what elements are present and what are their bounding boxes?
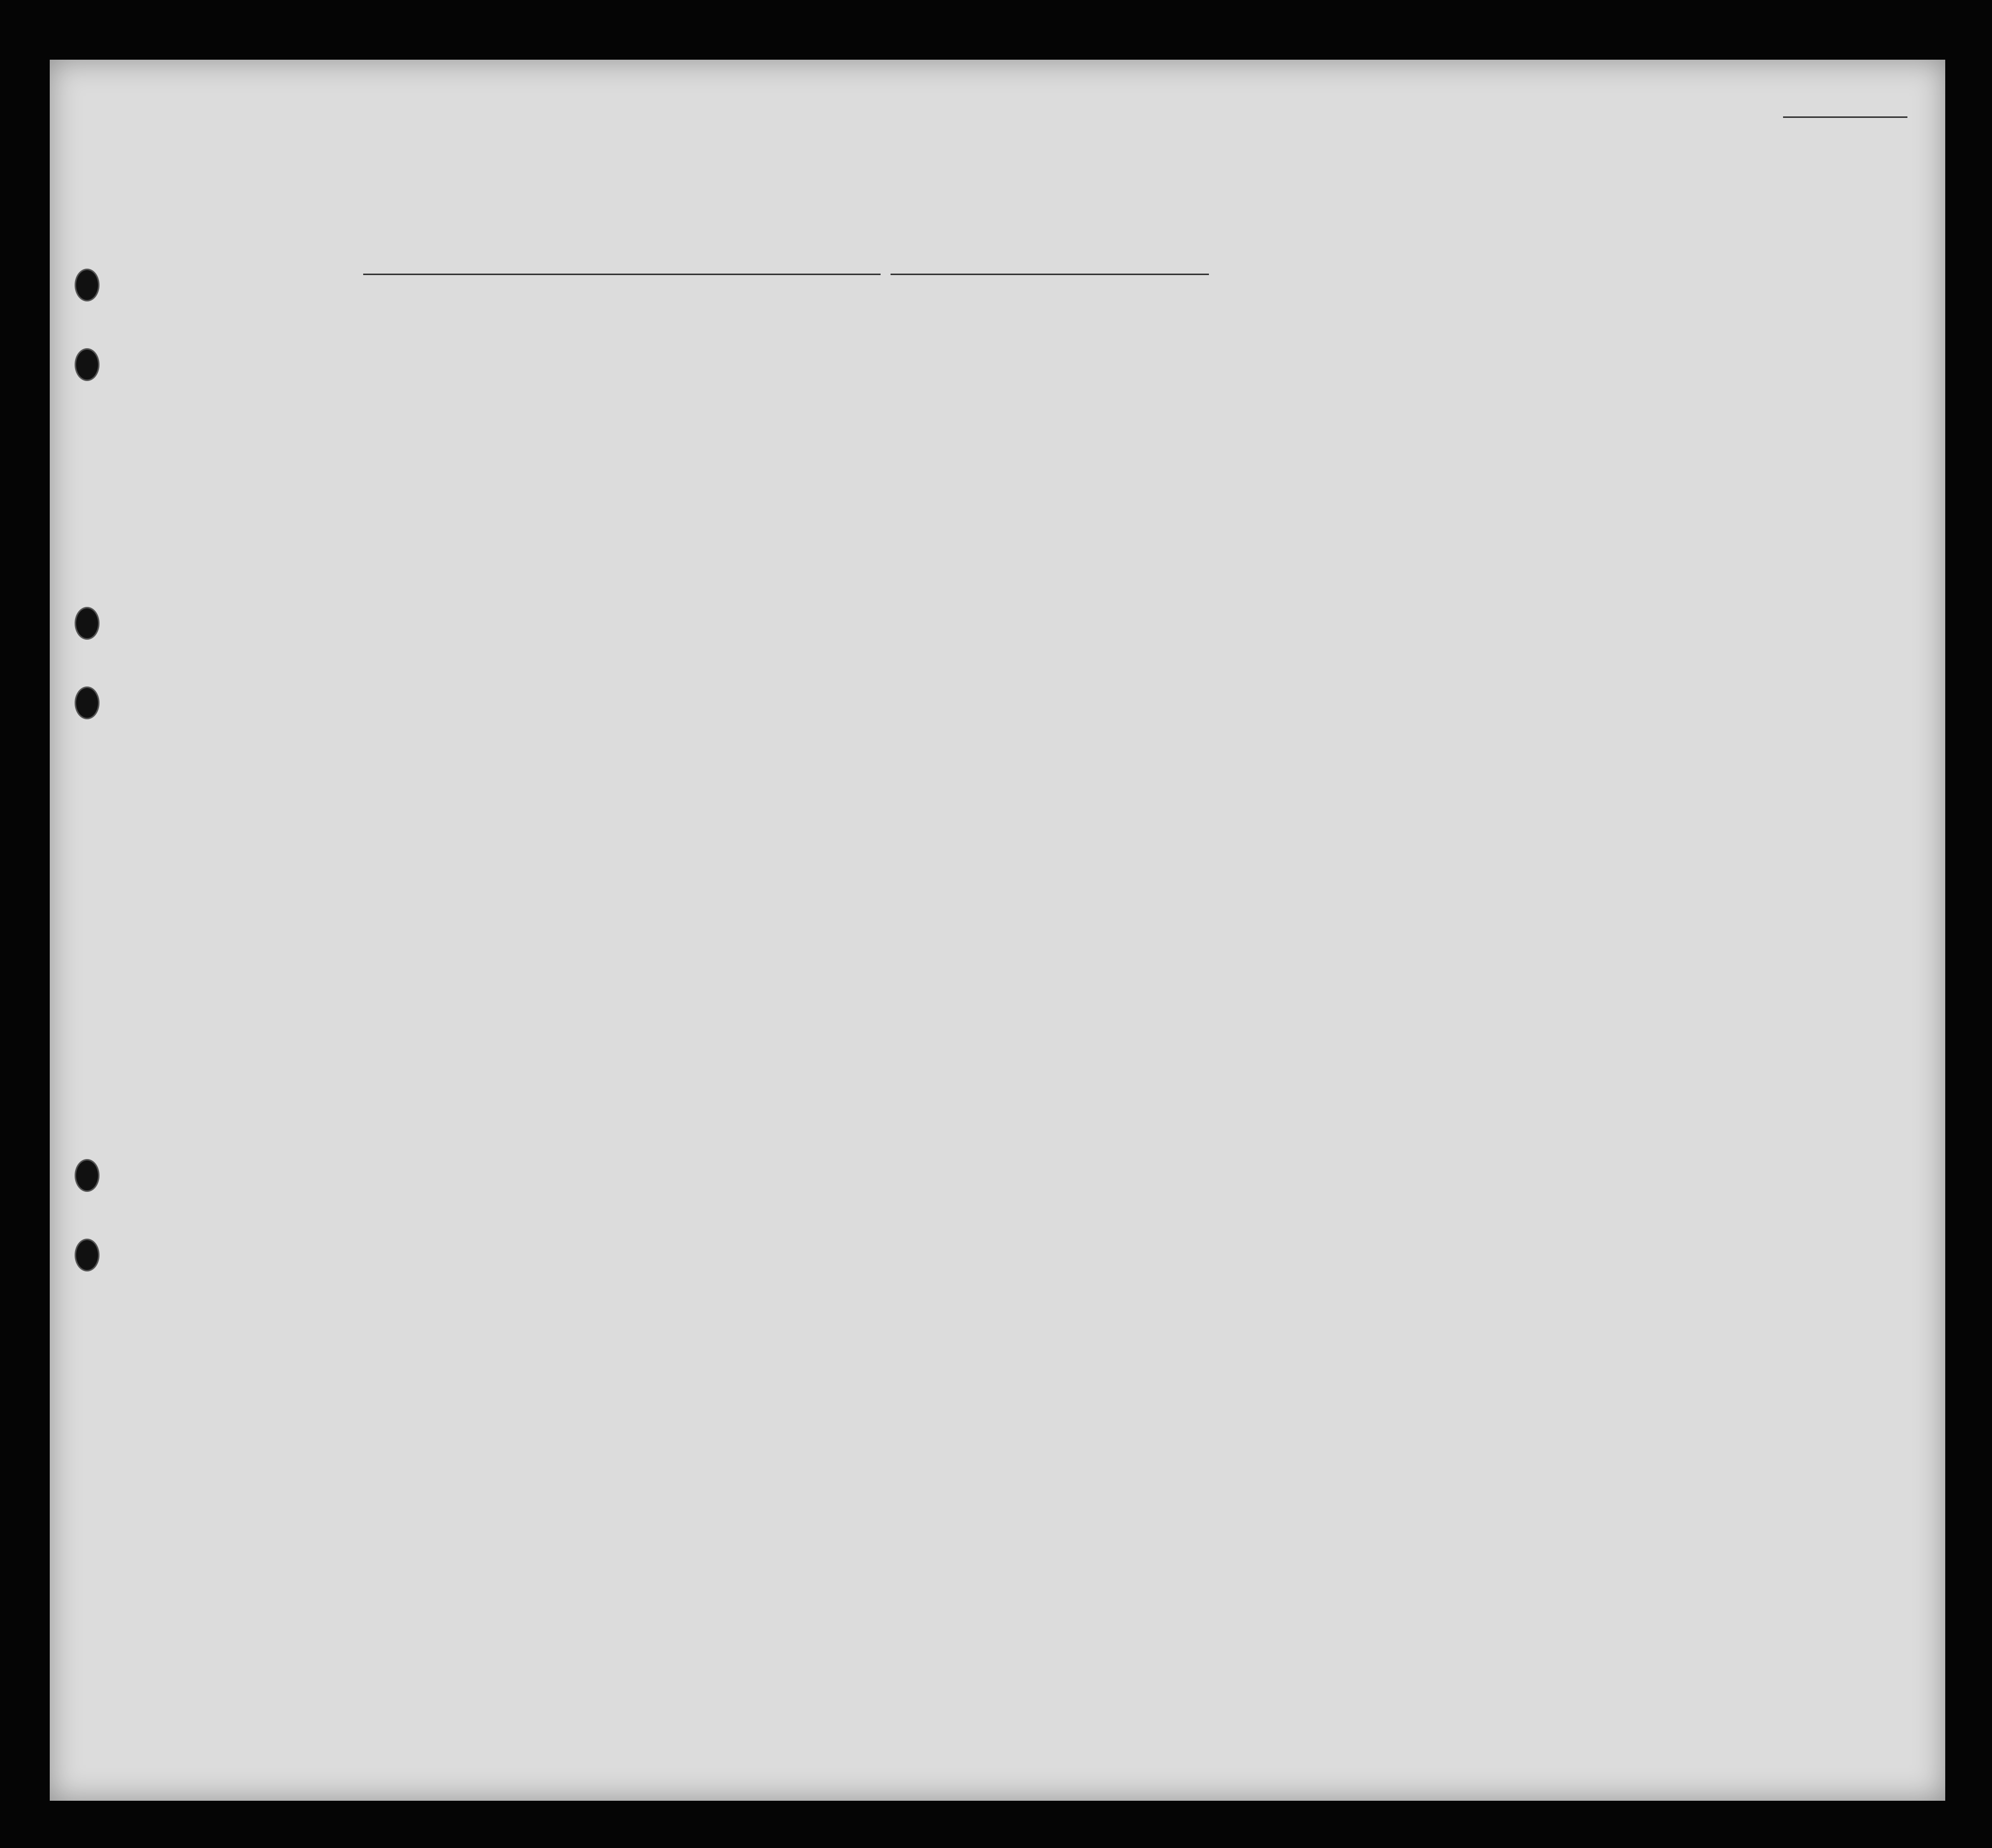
punch-hole [75, 1239, 100, 1271]
punch-hole [75, 686, 100, 719]
date-underline [891, 274, 1209, 275]
punch-hole [75, 269, 100, 301]
punch-hole [75, 1159, 100, 1192]
manifest-sheet [50, 60, 1945, 1801]
punch-hole [75, 348, 100, 381]
list-label [1783, 95, 1907, 124]
list-label-line [1783, 116, 1907, 118]
port-underline [363, 274, 881, 275]
punch-hole [75, 607, 100, 640]
